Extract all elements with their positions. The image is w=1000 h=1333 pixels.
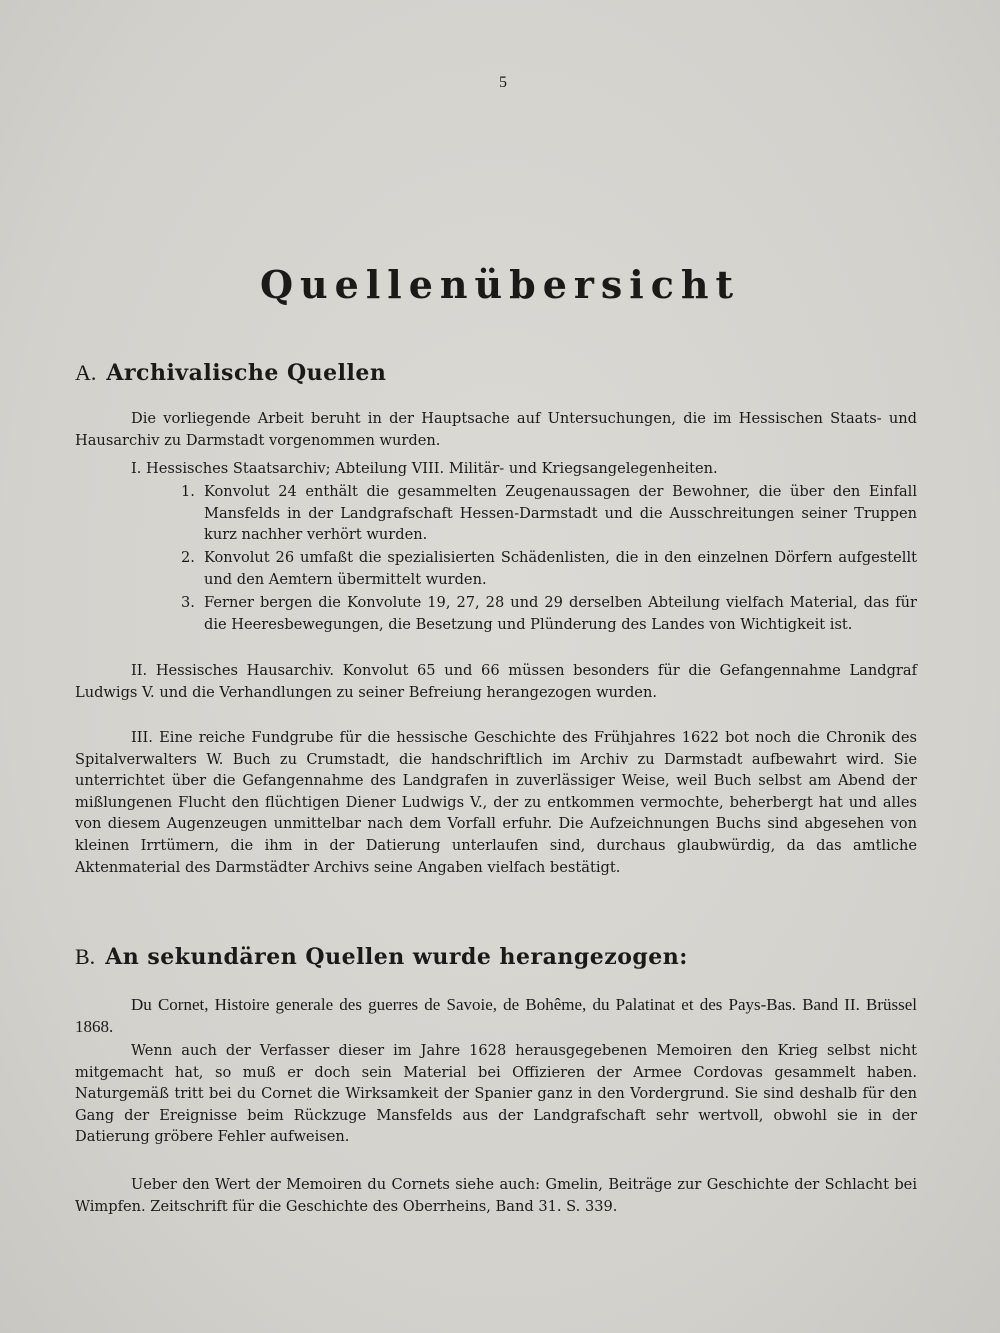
section-b-cornet-reference: Du Cornet, Histoire generale des guerres de Savoie, de Bohême, du Palatinat et des Pays-Bas. Band II. Brüssel 1868. [75, 995, 917, 1036]
list-item-number: 2. [181, 549, 195, 566]
page-title: Quellenübersicht [259, 262, 741, 307]
section-a-item-2: II. Hessisches Hausarchiv. Konvolut 65 und 66 müssen besonders für die Gefangennahme Landgraf Ludwigs V. und die Verhandlungen zu seiner Befreiung herangezogen wurden. [75, 662, 917, 701]
section-b-title: An sekundären Quellen wurde herangezogen: [105, 944, 688, 970]
section-a-title: Archivalische Quellen [106, 360, 387, 386]
page-number: 5 [499, 74, 507, 91]
section-b-further-reference: Ueber den Wert der Memoiren du Cornets siehe auch: Gmelin, Beiträge zur Geschichte der Schlacht bei Wimpfen. Zeitschrift für die Geschichte des Oberrheins, Band 31. S. 339. [75, 1176, 917, 1215]
list-item [75, 481, 917, 546]
list-item [75, 592, 917, 635]
section-b-cornet-description: Wenn auch der Verfasser dieser im Jahre 1628 herausgegebenen Memoiren den Krieg selbst nicht mitgemacht hat, so muß er doch sein Material bei Offizieren der Armee Cordovas gesammelt haben. Naturgemäß tritt bei du Cornet die Wirksamkeit der Spanier ganz in den Vordergrund. Sie sind deshalb für den Gang der Ereignisse beim Rückzuge Mansfelds aus der Landgrafschaft sehr wertvoll, obwohl sie in der Datierung gröbere Fehler aufweisen. [75, 1042, 917, 1146]
section-a-item-1: I. Hessisches Staatsarchiv; Abteilung VIII. Militär- und Kriegsangelegenheiten. [131, 460, 718, 477]
section-a-heading [75, 360, 386, 386]
list-item-text: Ferner bergen die Konvolute 19, 27, 28 und 29 derselben Abteilung vielfach Material, das für die Heeresbewegungen, die Besetzung und Plünderung des Landes von Wichtigkeit ist. [204, 594, 917, 633]
list-item-number: 1. [181, 483, 195, 500]
list-item-text: Konvolut 26 umfaßt die spezialisierten Schädenlisten, die in den einzelnen Dörfern aufgestellt und den Aemtern übermittelt wurden. [204, 549, 917, 588]
section-a-letter: A. [75, 360, 97, 385]
list-item-text: Konvolut 24 enthält die gesammelten Zeugenaussagen der Bewohner, die über den Einfall Mansfelds in der Landgrafschaft Hessen-Darmstadt und die Ausschreitungen seiner Truppen kurz nachher verhört wurden. [204, 483, 917, 544]
list-item-number: 3. [181, 594, 195, 611]
section-a-intro: Die vorliegende Arbeit beruht in der Hauptsache auf Untersuchungen, die im Hessischen Staats- und Hausarchiv zu Darmstadt vorgenommen wurden. [75, 410, 917, 449]
list-item [75, 547, 917, 590]
section-b-heading [75, 944, 688, 970]
section-a-item-3: III. Eine reiche Fundgrube für die hessische Geschichte des Frühjahres 1622 bot noch die Chronik des Spitalverwalters W. Buch zu Crumstadt, die handschriftlich im Archiv zu Darmstadt aufbewahrt wird. Sie unterrichtet über die Gefangennahme des Landgrafen in zuverlässiger Weise, weil Buch selbst am Abend der mißlungenen Flucht den flüchtigen Diener Ludwigs V., der zu entkommen vermochte, beherbergt hat und alles von diesem Augenzeugen unmittelbar nach dem Vorfall erfuhr. Die Aufzeichnungen Buchs sind abgesehen von kleinen Irrtümern, die ihm in der Datierung unterlaufen sind, durchaus glaubwürdig, da das amtliche Aktenmaterial des Darmstädter Archivs seine Angaben vielfach bestätigt. [75, 729, 917, 876]
section-b-letter: B. [75, 944, 96, 969]
